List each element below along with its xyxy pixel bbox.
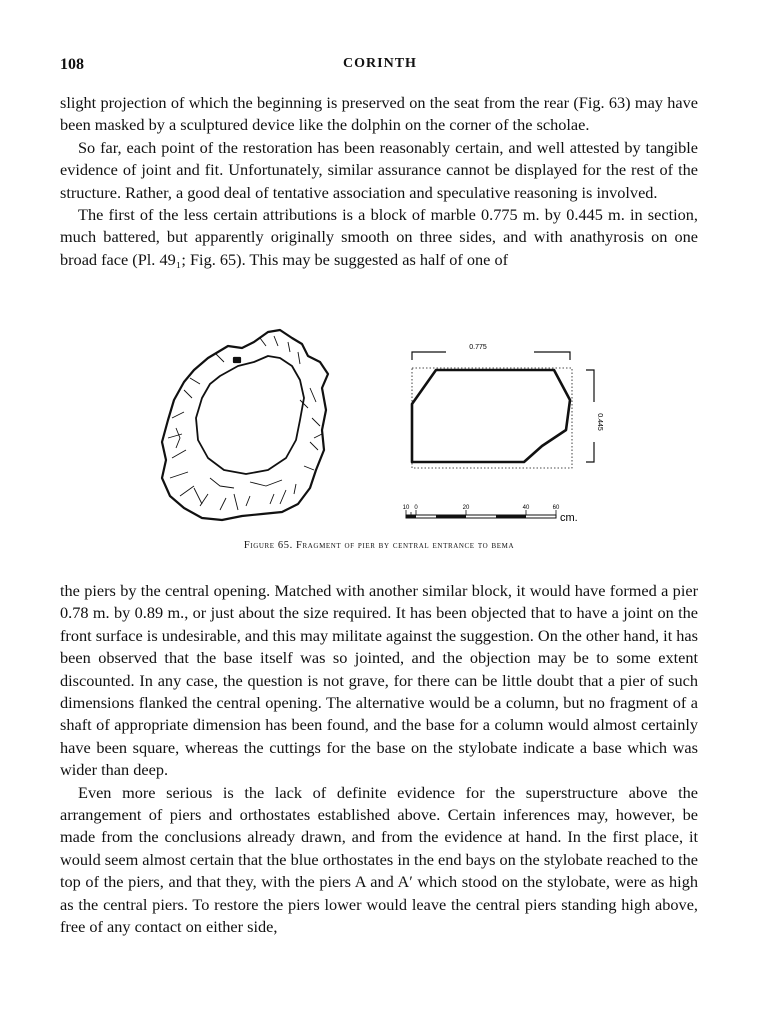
figure-65	[150, 318, 610, 538]
paragraph: The first of the less certain attributions is a block of marble 0.775 m. by 0.445 m. in section, much battered, but apparently originally smooth on three sides, and with anathyrosis on one broad face (Pl. 49₁; Fig. 65). This may be suggested as half of one of	[60, 205, 698, 269]
paragraph: Even more serious is the lack of definite evidence for the superstructure above the arrangement of piers and orthostates established above. Certain inferences may, however, be made from the conclusions already drawn, and from the evidence at hand. In the first place, it would seem almost certain that the blue orthostates in the end bays on the stylobate reached to the top of the piers, and that they, with the piers A and A′ which stood on the stylobate, were as high as the central piers. To restore the piers lower would leave the central piers standing high above, free of any contact on either side,	[60, 782, 698, 937]
scale-label: 10	[402, 505, 410, 511]
text-block-bottom	[60, 580, 698, 939]
scale-unit: cm.	[560, 512, 578, 524]
paragraph: So far, each point of the restoration has been reasonably certain, and well attested by tangible evidence of joint and fit. Unfortunately, similar assurance cannot be displayed for the rest of the structure. Rather, a good deal of tentative association and speculative reasoning is involved.	[60, 137, 698, 202]
paragraph: the piers by the central opening. Matched with another similar block, it would have formed a pier 0.78 m. by 0.89 m., or just about the size required. It has been objected that to have a joint on the front surface is undesirable, and this may militate against the suggestion. On the other hand, it has been observed that the base itself was so jointed, and the objection may be to some extent discounted. In any case, the question is not grave, for there can be little doubt that a pier of such dimensions flanked the central opening. The alternative would be a column, but no fragment of a shaft of appropriate dimension has been found, and the base for a column would almost certainly have been square, whereas the cuttings for the base on the stylobate indicate a base which was wider than deep.	[60, 581, 698, 780]
depth-label: 0.445	[596, 413, 603, 431]
block-sketch	[162, 330, 328, 520]
figure-drawing	[150, 318, 610, 538]
running-head: CORINTH	[343, 56, 417, 71]
figure-caption: Figure 65. Fragment of pier by central entrance to bema	[243, 540, 515, 551]
scale-label: 20	[462, 505, 470, 511]
paragraph: slight projection of which the beginning is preserved on the seat from the rear (Fig. 63) may have been masked by a sculptured device like the dolphin on the corner of the scholae.	[60, 93, 698, 135]
page-number: 108	[60, 56, 84, 73]
page-header	[60, 56, 700, 80]
scale-label: 0	[414, 505, 418, 511]
width-label: 0.775	[469, 344, 487, 351]
scale-bar	[403, 505, 578, 524]
scale-label: 60	[552, 505, 560, 511]
section-plan	[403, 344, 603, 524]
text-block-top	[60, 92, 698, 271]
scale-label: 40	[522, 505, 530, 511]
